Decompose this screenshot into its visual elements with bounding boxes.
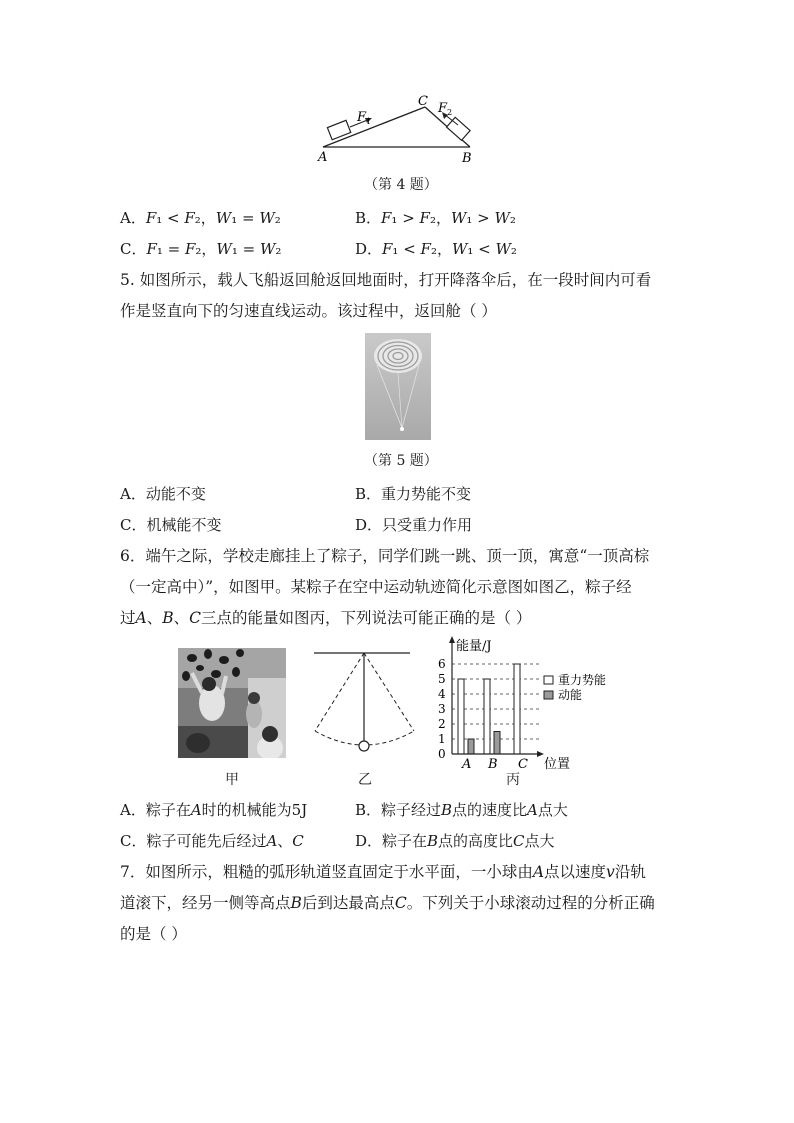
q6-option-c: C．粽子可能先后经过𝐴、𝐶: [120, 832, 304, 850]
chart-y-axis-title: 能量/J: [456, 639, 492, 654]
chart-y-tick-labels: [438, 657, 446, 761]
q5-caption: （第 5 题）: [364, 453, 438, 469]
chart-bars: [458, 664, 520, 754]
chart-y-tick-label: 2: [438, 717, 446, 731]
chart-y-tick-label: 3: [438, 702, 446, 716]
q6-fig-bing-label: 丙: [506, 772, 520, 788]
chart-x-axis-arrow: [537, 751, 544, 757]
bar-gravity-a: [458, 679, 464, 754]
q4-option-c: C．𝐹₁ = 𝐹₂，𝑊₁ = 𝑊₂: [120, 240, 282, 258]
q6-stem-line-3: 过𝐴、𝐵、𝐶三点的能量如图丙，下列说法可能正确的是（ ）: [120, 609, 532, 627]
legend-label-kinetic: 动能: [558, 688, 583, 702]
q4-label-a: A: [318, 150, 328, 165]
legend-swatch-kinetic: [544, 691, 553, 699]
q4-option-b: B．𝐹₁ > 𝐹₂，𝑊₁ > 𝑊₂: [355, 209, 516, 227]
q5-option-a: A．动能不变: [120, 485, 206, 503]
chart-x-category-label: A: [462, 757, 472, 772]
q4-label-c: C: [418, 94, 428, 109]
chart-x-category-label: C: [518, 757, 528, 772]
q5-stem-line-2: 作是竖直向下的匀速直线运动。该过程中，返回舱（ ）: [120, 302, 497, 320]
bar-gravity-b: [484, 679, 490, 754]
q4-label-f2: F: [438, 101, 448, 116]
chart-y-tick-label: 4: [438, 687, 446, 701]
q7-stem-line-2: 道滚下，经另一侧等高点𝐵后到达最高点𝐶。下列关于小球滚动过程的分析正确: [120, 894, 655, 912]
q6-option-a: A．粽子在𝐴时的机械能为5J: [120, 801, 308, 819]
q6-fig-jia-label: 甲: [225, 772, 239, 788]
q7-stem-line-3: 的是（ ）: [120, 925, 187, 943]
chart-y-tick-label: 5: [438, 672, 446, 686]
q5-parachute-photo: [365, 333, 431, 440]
q4-label-f2-sub: 2: [447, 108, 453, 117]
q4-caption: （第 4 题）: [364, 177, 438, 193]
q5-option-d: D．只受重力作用: [355, 516, 473, 534]
q7-stem-line-1: 7．如图所示，粗糙的弧形轨道竖直固定于水平面，一小球由𝐴点以速度𝑣沿轨: [120, 863, 646, 881]
q6-fig-yi-label: 乙: [358, 772, 372, 788]
bar-gravity-c: [514, 664, 520, 754]
q6-figure-bing-energy-chart: [428, 634, 628, 774]
q4-label-b: B: [462, 151, 472, 166]
q6-option-b: B．粽子经过𝐵点的速度比𝐴点大: [355, 801, 568, 819]
q4-label-f1: F: [357, 110, 367, 125]
q4-option-a: A．𝐹₁ < 𝐹₂，𝑊₁ = 𝑊₂: [120, 209, 281, 227]
bar-kinetic-b: [494, 732, 500, 755]
q6-figure-yi-trajectory: [310, 647, 422, 755]
q6-figure-jia-photo: [178, 648, 286, 758]
chart-x-category-labels: [461, 757, 528, 772]
bar-kinetic-a: [468, 739, 474, 754]
q6-stem-line-1: 6．端午之际，学校走廊挂上了粽子，同学们跳一跳、顶一顶，寓意“一顶高棕: [120, 547, 650, 565]
legend-label-gravity: 重力势能: [558, 673, 607, 687]
q5-option-b: B．重力势能不变: [355, 485, 472, 503]
chart-gridlines: [452, 664, 540, 739]
q4-incline-figure: [310, 92, 500, 168]
q6-stem-line-2: （一定高中）”，如图甲。某粽子在空中运动轨迹简化示意图如图乙，粽子经: [120, 578, 632, 596]
chart-x-category-label: B: [488, 757, 498, 772]
q5-stem-line-1: 5. 如图所示，载人飞船返回舱返回地面时，打开降落伞后，在一段时间内可看: [120, 271, 652, 289]
q5-option-c: C．机械能不变: [120, 516, 222, 534]
chart-y-tick-label: 6: [438, 657, 446, 671]
chart-y-axis-arrow: [449, 636, 455, 643]
legend-swatch-gravity: [544, 676, 553, 684]
chart-y-tick-label: 0: [438, 747, 446, 761]
q4-option-d: D．𝐹₁ < 𝐹₂，𝑊₁ < 𝑊₂: [355, 240, 517, 258]
chart-y-tick-label: 1: [438, 732, 446, 746]
q4-label-f1-sub: 1: [366, 117, 372, 126]
q6-option-d: D．粽子在𝐵点的高度比𝐶点大: [355, 832, 555, 850]
chart-x-axis-title: 位置: [544, 757, 571, 772]
